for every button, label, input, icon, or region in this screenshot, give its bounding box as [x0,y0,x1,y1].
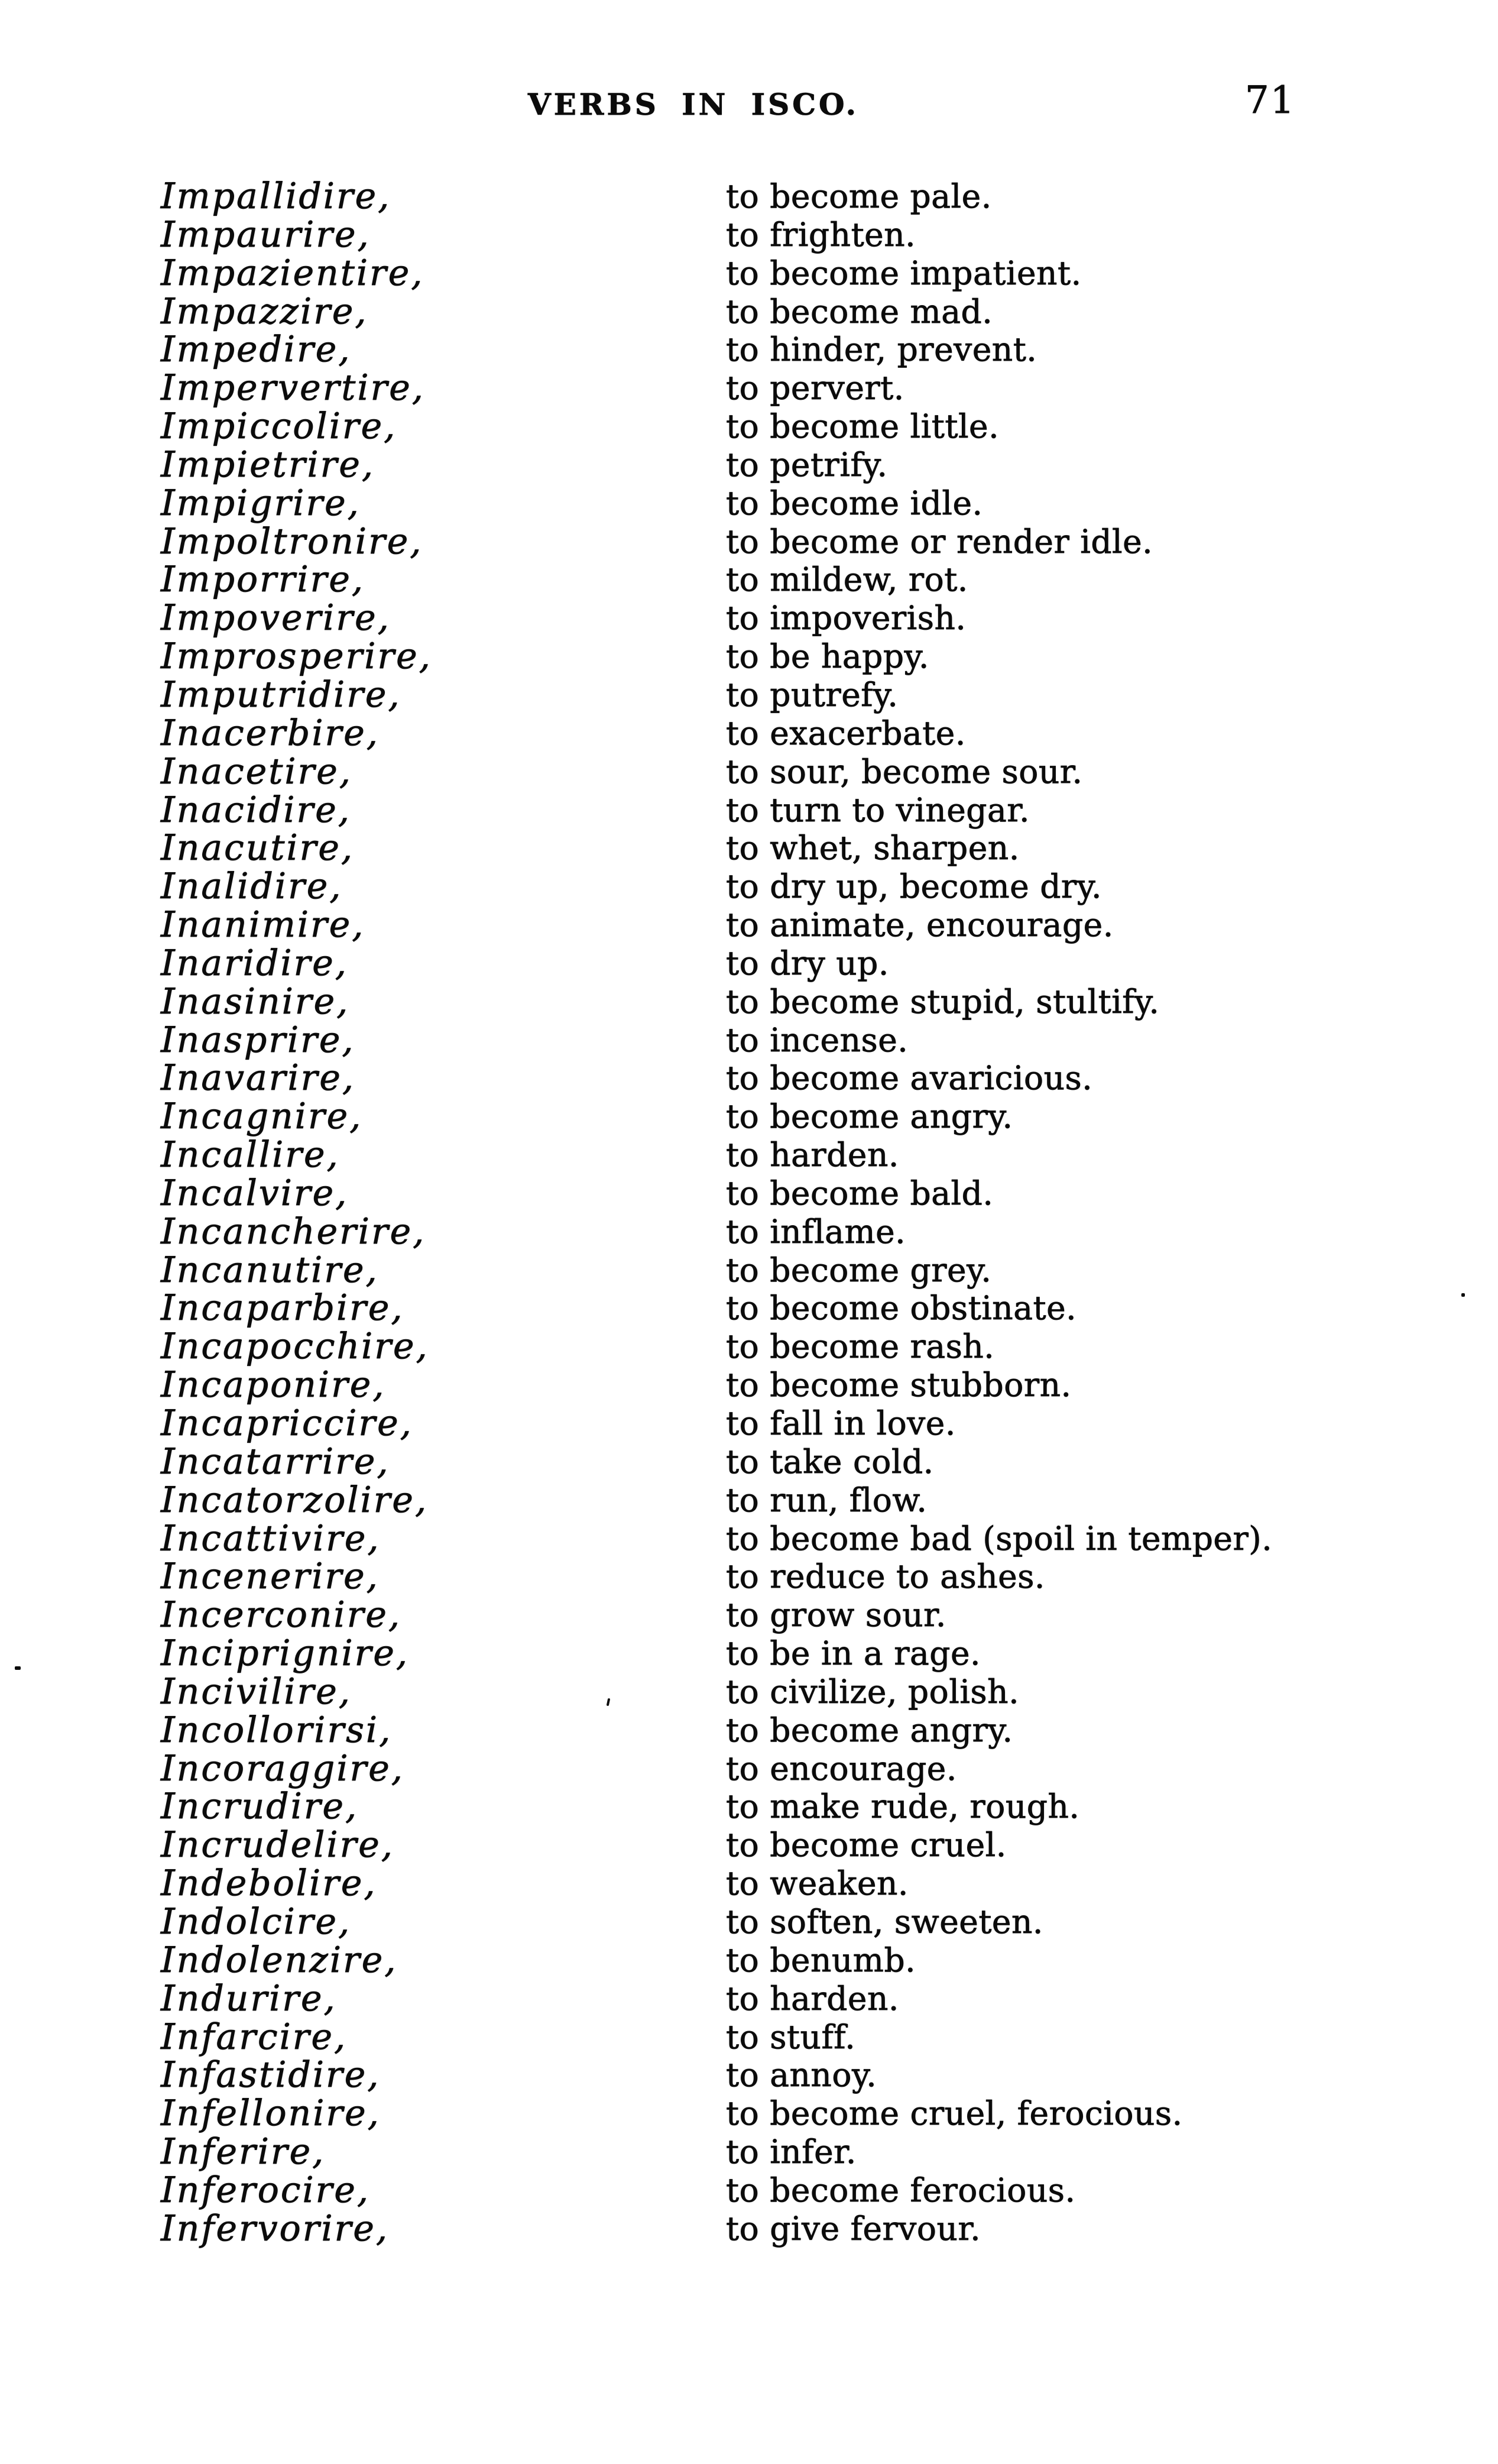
verb-translation: to become rash. [726,1327,995,1366]
verb-translation: to putrefy. [726,675,899,714]
verb-translation: to annoy. [726,2056,877,2094]
verb-italian: Incancherire, [161,1210,426,1252]
verb-translation: to become angry. [726,1097,1013,1136]
verb-translation: to reduce to ashes. [726,1558,1045,1596]
verb-entry-row [0,1670,1498,1712]
verb-translation: to become obstinate. [726,1289,1077,1327]
verb-italian: Inanimire, [161,904,365,946]
verb-italian: Impallidire, [161,176,391,217]
verb-entry-row [0,791,1498,830]
verb-entry-row [0,1174,1498,1213]
verb-translation: to become or render idle. [726,522,1153,561]
verb-entry-row [0,1977,1498,2019]
verb-entry-row [0,2207,1498,2249]
verb-italian: Inacutire, [161,827,354,869]
verb-entry-row [0,980,1498,1022]
verb-translation: to become bad (spoil in temper). [726,1519,1273,1558]
verb-entry-row [0,637,1498,676]
verb-entry-row [0,1900,1498,1942]
verb-translation: to incense. [726,1021,909,1059]
verb-italian: Inferocire, [161,2169,370,2211]
verb-italian: Inacetire, [161,750,352,792]
verb-italian: Infastidire, [161,2054,381,2096]
verb-entry-row [0,2056,1498,2094]
verb-italian: Incapocchire, [161,1326,429,1368]
verb-entry-row [0,750,1498,792]
verb-italian: Impaurire, [161,213,371,255]
verb-translation: to become pale. [726,177,992,215]
verb-translation: to benumb. [726,1941,916,1979]
verb-translation: to stuff. [726,2018,856,2056]
verb-italian: Indurire, [161,1977,337,2019]
verb-italian: Impiccolire, [161,406,397,448]
verb-italian: Indolenzire, [161,1939,398,1981]
verb-entry-row [0,906,1498,944]
verb-translation: to give fervour. [726,2209,981,2248]
verb-translation: to frighten. [726,215,916,254]
verb-translation: to weaken. [726,1864,909,1903]
verb-entry-row [0,1366,1498,1404]
verb-entry-row [0,1941,1498,1980]
verb-translation: to be in a rage. [726,1634,981,1673]
verb-translation: to become grey. [726,1251,992,1289]
verb-italian: Imputridire, [161,674,401,715]
verb-entry-row [0,829,1498,867]
verb-translation: to mildew, rot. [726,561,968,599]
verb-italian: Impazzire, [161,290,368,332]
verb-translation: to become ferocious. [726,2171,1076,2209]
page-number: 71 [1245,79,1296,122]
scan-speck [15,1666,21,1670]
verb-entry-row [0,177,1498,216]
verb-entry-row [0,714,1498,753]
verb-italian: Incatarrire, [161,1440,390,1482]
verb-translation: to civilize, polish. [726,1672,1020,1711]
verb-translation: to become cruel. [726,1826,1007,1864]
verb-translation: to dry up, become dry. [726,867,1102,906]
verb-italian: Incollorirsi, [161,1709,393,1751]
verb-translation: to sour, become sour. [726,752,1083,791]
verb-italian: Incenerire, [161,1556,380,1598]
verb-italian: Impigrire, [161,482,361,524]
verb-entry-row [0,561,1498,599]
verb-italian: Improsperire, [161,636,432,678]
verb-italian: Inciprignire, [161,1633,409,1675]
verb-italian: Impoverire, [161,597,391,639]
verb-italian: Incatorzolire, [161,1479,429,1521]
verb-translation: to take cold. [726,1442,934,1481]
verb-italian: Impedire, [161,329,352,371]
verb-entry-row [0,520,1498,562]
verb-entry-row [0,213,1498,255]
verb-translation: to hinder, prevent. [726,331,1037,369]
verb-entry-row [0,944,1498,983]
verb-entry-row [0,407,1498,446]
verb-entry-row [0,1788,1498,1826]
verb-entry-row [0,254,1498,293]
verb-translation: to inflame. [726,1212,906,1251]
verb-italian: Inasprire, [161,1019,355,1061]
verb-entry-row [0,484,1498,523]
verb-translation: to be happy. [726,637,929,676]
verb-entry-row [0,1059,1498,1097]
verb-italian: Inasinire, [161,980,350,1022]
verb-translation: to become stubborn. [726,1366,1072,1404]
verb-entry-row [0,2094,1498,2133]
verb-translation: to dry up. [726,944,889,982]
verb-translation: to harden. [726,1979,899,2018]
verb-italian: Incerconire, [161,1594,401,1636]
verb-translation: to make rude, rough. [726,1788,1080,1826]
verb-italian: Incrudelire, [161,1824,394,1866]
verb-italian: Incanutire, [161,1249,379,1291]
verb-entry-row [0,290,1498,332]
verb-italian: Inacidire, [161,789,351,831]
verb-entry-row [0,331,1498,369]
verb-entry-row [0,1596,1498,1634]
verb-translation: to grow sour. [726,1596,946,1634]
verb-entry-row [0,1634,1498,1673]
verb-italian: Inacerbire, [161,712,380,754]
verb-translation: to become idle. [726,484,983,522]
verb-entry-row [0,1747,1498,1789]
verb-italian: Incaponire, [161,1364,386,1406]
verb-translation: to fall in love. [726,1404,956,1442]
verb-entry-row [0,1440,1498,1482]
verb-italian: Incapriccire, [161,1403,413,1444]
verb-translation: to animate, encourage. [726,906,1114,944]
verb-entry-row [0,1327,1498,1366]
verb-italian: Impietrire, [161,443,375,485]
verb-entry-row [0,1517,1498,1559]
verb-italian: Inaridire, [161,942,348,984]
verb-entry-row [0,1136,1498,1174]
verb-entry-row [0,1711,1498,1750]
verb-italian: Incattivire, [161,1517,381,1559]
verb-translation: to impoverish. [726,599,967,637]
verb-entry-row [0,1251,1498,1290]
verb-translation: to soften, sweeten. [726,1902,1043,1941]
verb-entry-row [0,1481,1498,1520]
verb-entry-row [0,1826,1498,1864]
verb-entry-row [0,1097,1498,1136]
verb-italian: Inferire, [161,2131,326,2173]
verb-italian: Infellonire, [161,2093,381,2135]
verb-translation: to petrify. [726,445,888,484]
verb-italian: Incoraggire, [161,1747,404,1789]
verb-entry-row [0,1021,1498,1060]
verb-italian: Incrudire, [161,1786,359,1828]
verb-italian: Inalidire, [161,866,343,908]
verb-translation: to become cruel, ferocious. [726,2094,1183,2133]
verb-translation: to become angry. [726,1711,1013,1749]
verb-italian: Imporrire, [161,559,365,601]
verb-entry-row [0,369,1498,407]
scan-speck [1461,1293,1465,1297]
verb-translation: to exacerbate. [726,714,966,752]
verb-entry-row [0,1558,1498,1596]
verb-translation: to infer. [726,2133,857,2171]
verb-entry-row [0,867,1498,906]
verb-entry-row [0,599,1498,637]
verb-translation: to become mad. [726,292,993,331]
verb-italian: Incaparbire, [161,1287,404,1329]
verb-italian: Infervorire, [161,2207,389,2249]
verb-translation: to become avaricious. [726,1059,1093,1097]
verb-entry-row [0,1404,1498,1443]
verb-italian: Indebolire, [161,1863,377,1905]
verb-list [0,177,1498,2248]
verb-italian: Indolcire, [161,1900,352,1942]
verb-entry-row [0,1289,1498,1327]
verb-italian: Impazientire, [161,252,424,294]
verb-translation: to encourage. [726,1749,957,1788]
verb-entry-row [0,676,1498,714]
verb-italian: Infarcire, [161,2016,348,2058]
verb-italian: Incallire, [161,1134,340,1176]
verb-entry-row [0,2133,1498,2171]
verb-italian: Incivilire, [161,1670,352,1712]
verb-translation: to become little. [726,407,1000,446]
verb-translation: to run, flow. [726,1481,928,1519]
verb-translation: to harden. [726,1136,899,1174]
verb-entry-row [0,443,1498,485]
verb-translation: to become impatient. [726,254,1082,292]
verb-italian: Incagnire, [161,1096,363,1138]
verb-entry-row [0,1864,1498,1903]
verb-italian: Impervertire, [161,367,425,409]
verb-translation: to pervert. [726,369,904,407]
verb-italian: Impoltronire, [161,520,423,562]
verb-entry-row [0,2171,1498,2210]
verb-entry-row [0,1210,1498,1252]
verb-translation: to whet, sharpen. [726,829,1020,867]
verb-italian: Incalvire, [161,1172,349,1214]
verb-translation: to turn to vinegar. [726,791,1030,829]
verb-translation: to become bald. [726,1174,994,1212]
verb-entry-row [0,2018,1498,2057]
verb-translation: to become stupid, stultify. [726,982,1160,1021]
running-title: VERBS IN ISCO. [528,87,860,122]
verb-italian: Inavarire, [161,1057,355,1099]
